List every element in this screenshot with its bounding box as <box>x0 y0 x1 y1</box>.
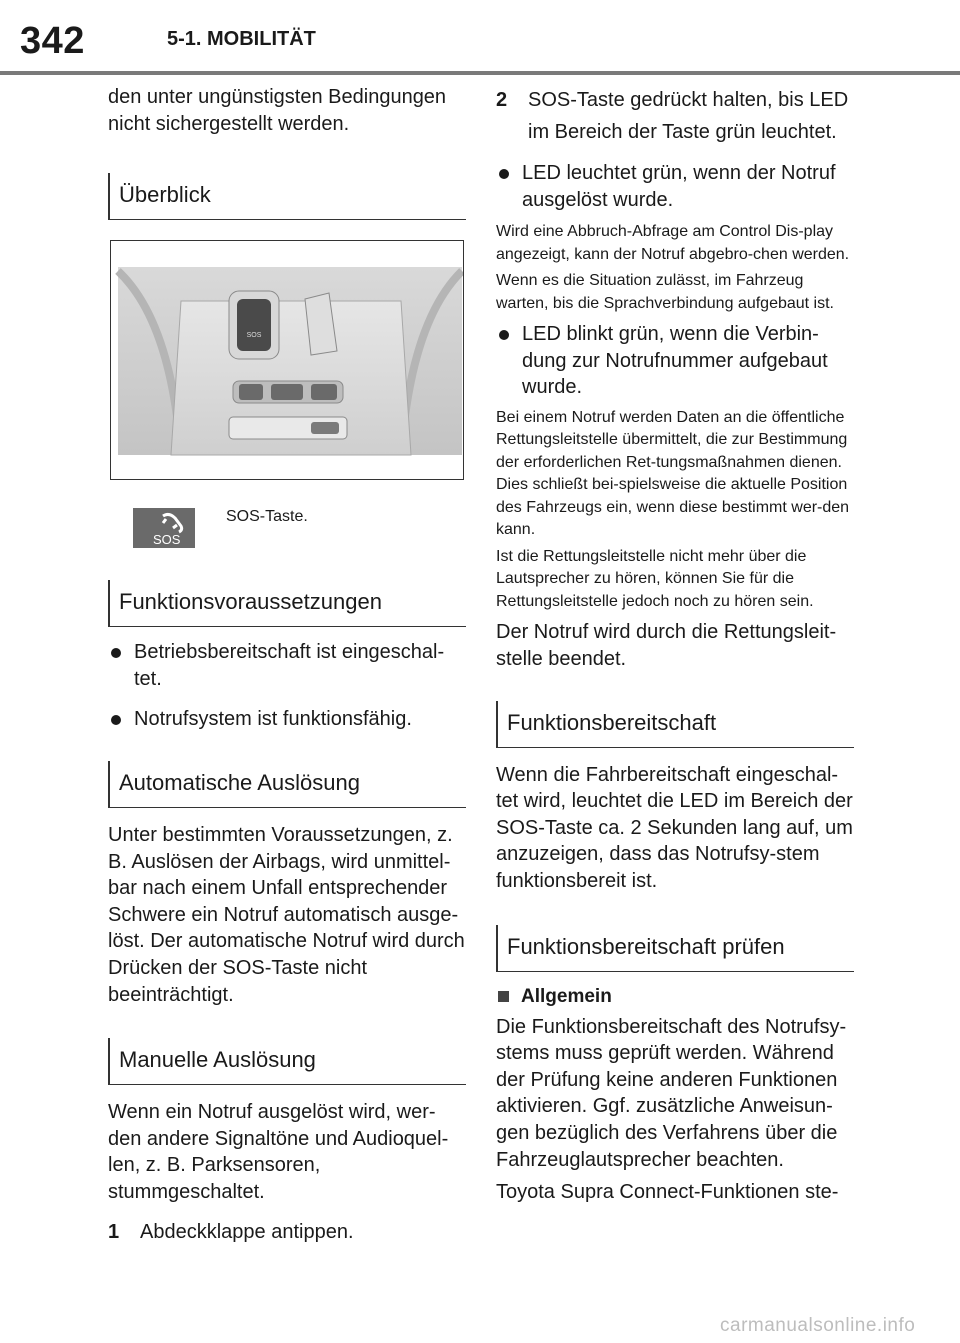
sos-legend <box>108 504 466 552</box>
note-abort: Wird eine Abbruch-Abfrage am Control Dis-play angezeigt, kann der Notruf abgebro-chen werden. <box>496 223 850 263</box>
page-number: 342 <box>20 20 85 62</box>
watermark: carmanualsonline.info <box>720 1315 916 1336</box>
step-text: SOS-Taste gedrückt halten, bis LED im Bereich der Taste grün leuchtet. <box>528 89 849 143</box>
automatic-text: Unter bestimmten Voraussetzungen, z. B. Auslösen der Airbags, wird unmittel-bar nach einem Unfall entsprechender Schwere ein Notruf automatisch ausge-löst. Der automatische Notruf wird durch Drücken der SOS-Taste nicht beeinträchtigt. <box>108 823 465 1006</box>
section-title: 5-1. MOBILITÄT <box>167 28 316 50</box>
manual-text: Wenn ein Notruf ausgelöst wird, wer-den andere Signaltöne und Audioquel-len, z. B. Parksensoren, stummgeschaltet. <box>108 1101 449 1203</box>
subheading-general: Allgemein <box>496 984 854 1010</box>
intro-text: den unter ungünstigsten Bedingungen nicht sichergestellt werden. <box>108 86 447 135</box>
end-text: Der Notruf wird durch die Rettungsleit-stelle beendet. <box>496 621 837 671</box>
step-number: 2 <box>496 89 508 111</box>
requirement-item: Notrufsystem ist funktionsfähig. <box>108 706 466 733</box>
readiness-text: Wenn die Fahrbereitschaft eingeschal-tet wird, leuchtet die LED im Bereich der SOS-Taste ca. 2 Sekunden lang auf, um anzuzeigen, dass das Notrufsy-stem funktionsbereit ist. <box>496 763 853 893</box>
step-text: Abdeckklappe antippen. <box>140 1220 354 1243</box>
left-column <box>108 84 466 1248</box>
sos-caption: SOS-Taste. <box>226 508 308 526</box>
supra-text: Toyota Supra Connect-Funktionen ste- <box>496 1181 839 1204</box>
heading-requirements: Funktionsvoraussetzungen <box>108 580 466 627</box>
heading-readiness: Funktionsbereitschaft <box>496 701 854 748</box>
step-1 <box>108 1216 466 1248</box>
console-drawing <box>111 241 463 479</box>
sos-button-icon <box>133 508 195 548</box>
svg-text:SOS: SOS <box>246 332 262 340</box>
heading-automatic: Automatische Auslösung <box>108 761 466 808</box>
header-divider <box>0 71 960 75</box>
note-data: Bei einem Notruf werden Daten an die öffentliche Rettungsleitstelle übermittelt, die zur Bestimmung der erforderlichen Ret-tungsmaßnahmen dienen. Dies schließt bei-spielsweise die aktuelle Position des Fahrzeugs ein, wenn diese bestimmt wer-den kann. <box>496 408 850 539</box>
step-number: 1 <box>108 1220 120 1243</box>
step-2 <box>496 84 854 148</box>
page-header <box>0 0 960 74</box>
sos-icon-text: SOS <box>153 532 181 548</box>
note-speaker: Ist die Rettungsleitstelle nicht mehr über die Lautsprecher zu hören, können Sie für die Rettungsleitstelle jedoch noch zu hören sein. <box>496 547 814 610</box>
right-column <box>496 84 854 1206</box>
heading-manual: Manuelle Auslösung <box>108 1038 466 1085</box>
check-text: Die Funktionsbereitschaft des Notrufsy-stems muss geprüft werden. Während der Prüfung keine anderen Funktionen aktivieren. Ggf. zusätzliche Anweisun-gen bezüglich des Verfahrens über die Fahrzeuglautsprecher beachten. <box>496 1015 847 1171</box>
note-wait: Wenn es die Situation zulässt, im Fahrzeug warten, bis die Sprachverbindung aufgebaut ist. <box>496 272 834 312</box>
requirement-item: Betriebsbereitschaft ist eingeschal-tet. <box>108 639 466 692</box>
led-green-bullet: LED leuchtet grün, wenn der Notruf ausgelöst wurde. <box>496 160 854 213</box>
heading-check: Funktionsbereitschaft prüfen <box>496 925 854 972</box>
overhead-console-illustration <box>110 240 464 480</box>
heading-overview: Überblick <box>108 173 466 220</box>
led-blink-bullet: LED blinkt grün, wenn die Verbin-dung zur Notrufnummer aufgebaut wurde. <box>496 321 854 401</box>
